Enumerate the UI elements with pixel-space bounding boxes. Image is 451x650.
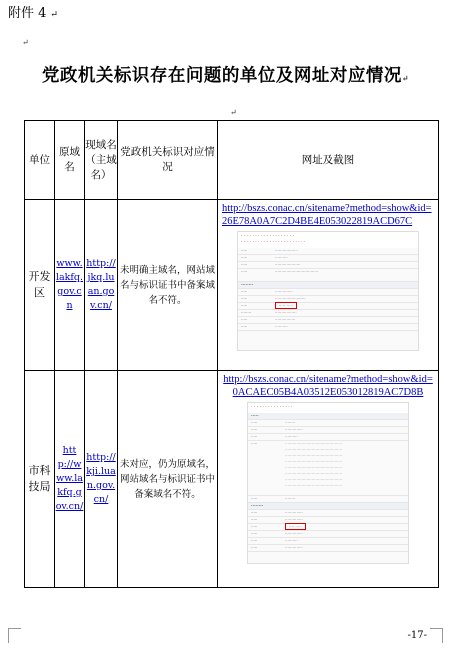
page-corner-mark bbox=[8, 628, 21, 643]
old-domain-link[interactable]: www.lakfq.gov.cn bbox=[55, 200, 85, 371]
table-header-row bbox=[25, 121, 439, 200]
table-row bbox=[25, 371, 439, 588]
current-domain-link[interactable]: http://jkq.luan.gov.cn/ bbox=[85, 200, 118, 371]
url-cell bbox=[218, 200, 439, 371]
old-domain-link[interactable]: http://www.lakfq.gov.cn/ bbox=[55, 371, 85, 588]
page-number: -17- bbox=[407, 630, 427, 641]
current-domain-link[interactable]: http://kji.luan.gov.cn/ bbox=[85, 371, 118, 588]
page-title: 党政机关标识存在问题的单位及网址对应情况↵ bbox=[41, 66, 410, 86]
header-old-domain: 原域名 bbox=[55, 121, 85, 200]
unit-cell: 开发区 bbox=[25, 200, 55, 371]
conac-url-link[interactable]: http://bszs.conac.cn/sitename?method=show&id=26E78A0A7C2D4BE4E053022819ACD67C bbox=[222, 203, 432, 227]
return-mark-icon: ↵ bbox=[230, 108, 237, 117]
unit-cell: 市科技局 bbox=[25, 371, 55, 588]
table-row bbox=[25, 200, 439, 371]
conac-url-link[interactable]: http://bszs.conac.cn/sitename?method=show&id=0ACAEC05B4A03512E053012819AC7D8B bbox=[223, 374, 433, 398]
return-mark-icon: ↵ bbox=[22, 38, 29, 47]
url-cell bbox=[218, 371, 439, 588]
page-corner-mark bbox=[430, 628, 443, 643]
header-url-screenshot: 网址及截图 bbox=[218, 121, 439, 200]
return-mark-icon: ↵ bbox=[50, 10, 58, 20]
label-status-text: 未对应，仍为原域名，网站域名与标识证书中备案域名不符。 bbox=[118, 371, 218, 588]
issues-table bbox=[24, 120, 439, 588]
header-unit: 单位 bbox=[25, 121, 55, 200]
attachment-label: 附件 4 ↵ bbox=[8, 6, 58, 21]
website-screenshot-image: · · · · · · · · · · · · · · · · · · · · · · · · · · · · · · · · · · · · · · · · · · ····· ·················· ····· ·········· ····· ···················· ····· ·································· ········ ····· ·············· ····· ························ ····· ····· ····· ········ ················· ····· ················ ····· ·········· bbox=[237, 231, 419, 351]
header-label-status: 党政机关标识对应情况 bbox=[118, 121, 218, 200]
label-status-text: 未明确主域名，网站域名与标识证书中备案域名不符。 bbox=[118, 200, 218, 371]
header-current-domain: 现域名（主域名） bbox=[85, 121, 118, 200]
website-screenshot-image: · · · · · · · · · · · · · · · ····· ····· ········ ····· ·············· ····· ·········· ····· ············································· ············································· ············································· ············································· ············································· ············································· ············································· ············································· ····· ········ ········ ····· ·············· ····· ·············· ····· ···· ····· ····· ·············· ····· ·········· ····· ·············· bbox=[247, 402, 409, 564]
